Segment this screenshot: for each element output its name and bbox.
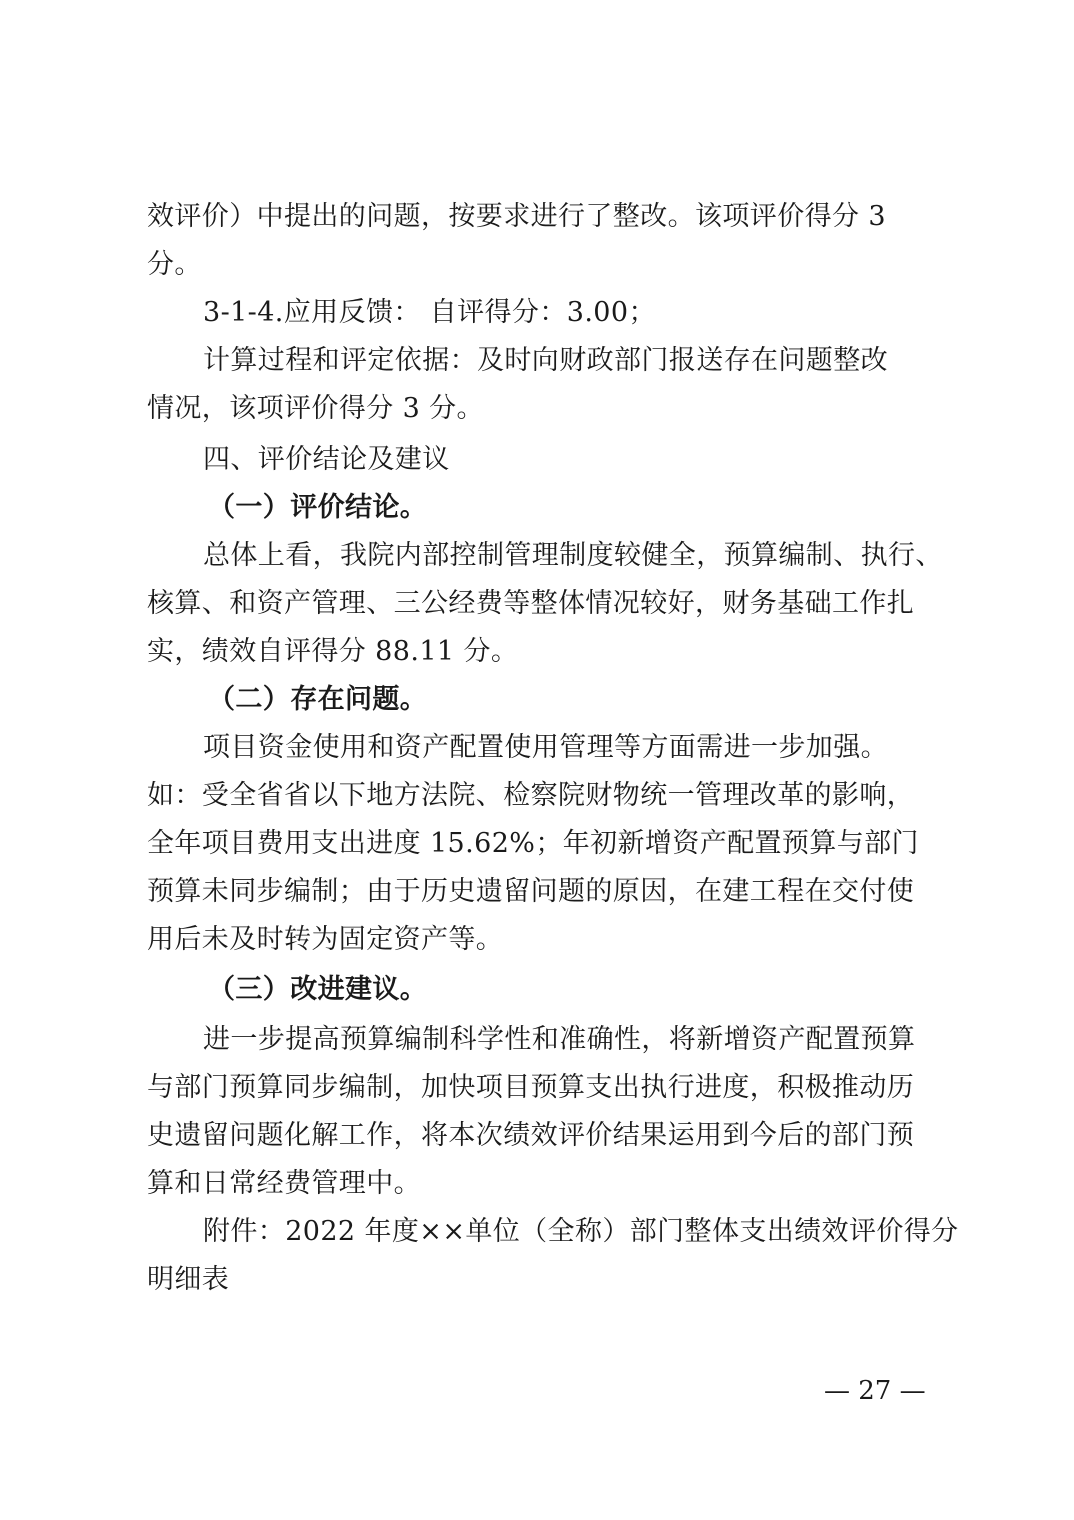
paragraph-line: 史遗留问题化解工作，将本次绩效评价结果运用到今后的部门预 [147,1120,915,1151]
paragraph-line: 实，绩效自评得分 88.11 分。 [147,636,519,667]
paragraph-line: 算和日常经费管理中。 [147,1168,421,1199]
paragraph-line: 与部门预算同步编制，加快项目预算支出执行进度，积极推动历 [147,1072,915,1103]
paragraph-line: 效评价）中提出的问题，按要求进行了整改。该项评价得分 3 [147,201,886,232]
paragraph-line: 3-1-4.应用反馈： 自评得分：3.00； [203,297,656,328]
paragraph-line: 全年项目费用支出进度 15.62%；年初新增资产配置预算与部门 [147,828,919,859]
section-heading: 四、评价结论及建议 [203,444,450,475]
paragraph-line: 进一步提高预算编制科学性和准确性，将新增资产配置预算 [203,1024,916,1055]
paragraph-line: 如：受全省省以下地方法院、检察院财物统一管理改革的影响， [147,780,915,811]
paragraph-line: 计算过程和评定依据：及时向财政部门报送存在问题整改 [203,345,888,376]
paragraph-line: 分。 [147,249,202,280]
page-number: — 27 — [824,1376,926,1406]
paragraph-line: 项目资金使用和资产配置使用管理等方面需进一步加强。 [203,732,888,763]
paragraph-line: 核算、和资产管理、三公经费等整体情况较好，财务基础工作扎 [147,588,915,619]
paragraph-line: 情况，该项评价得分 3 分。 [147,393,484,424]
paragraph-line: 总体上看，我院内部控制管理制度较健全，预算编制、执行、 [203,540,943,571]
paragraph-line: 预算未同步编制；由于历史遗留问题的原因，在建工程在交付使 [147,876,915,907]
paragraph-line: 用后未及时转为固定资产等。 [147,924,504,955]
subsection-heading: （二）存在问题。 [208,684,428,715]
attachment-line: 明细表 [147,1264,230,1295]
subsection-heading: （一）评价结论。 [208,492,428,523]
subsection-heading: （三）改进建议。 [208,974,428,1005]
attachment-line: 附件：2022 年度××单位（全称）部门整体支出绩效评价得分 [203,1216,959,1247]
